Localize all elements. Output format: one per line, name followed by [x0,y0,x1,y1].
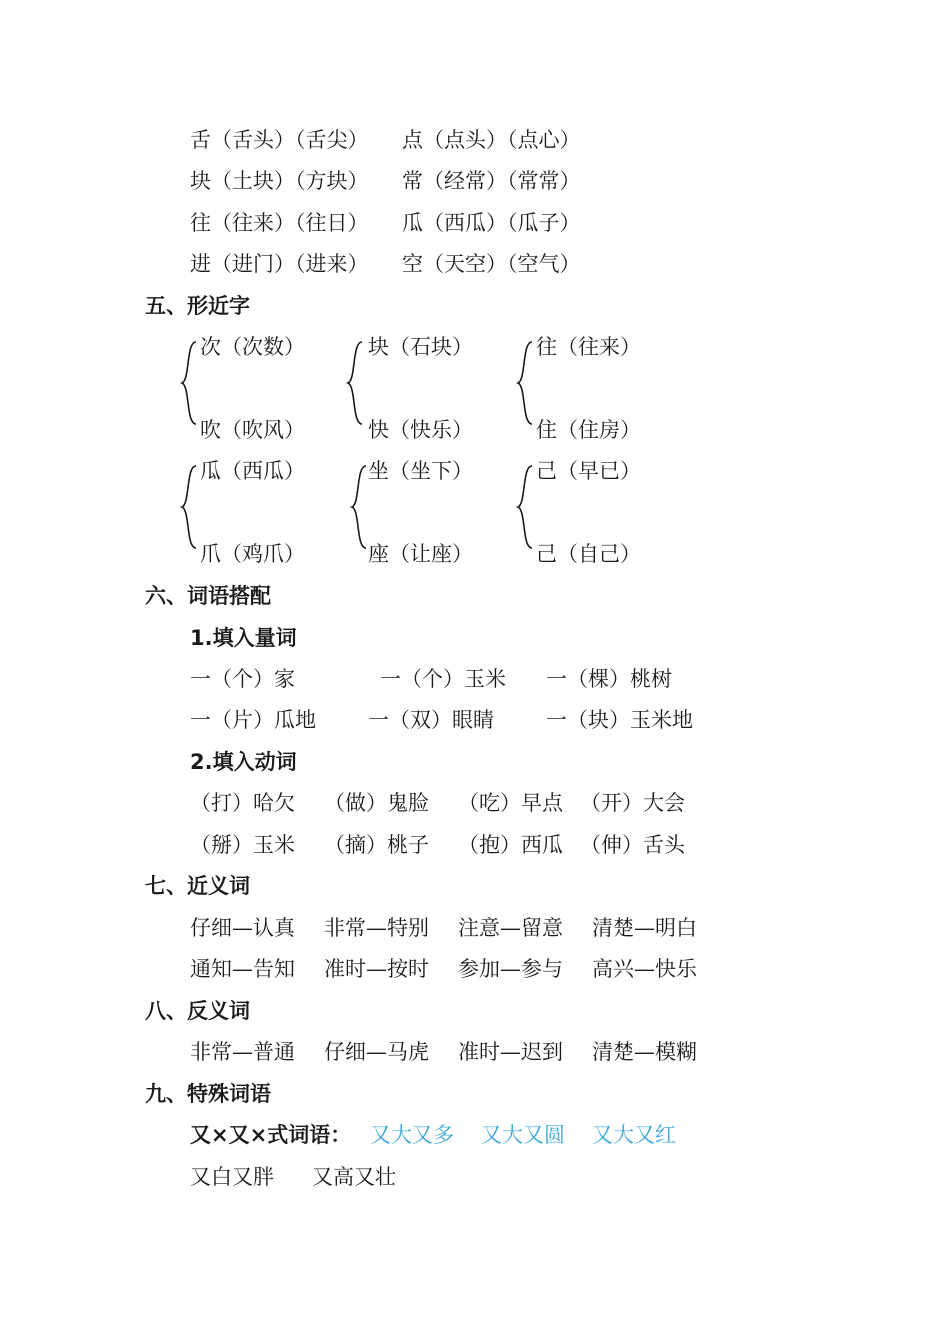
brace-icon [180,464,198,550]
measure-item: 一（块）玉米地 [546,708,693,732]
brace-icon [346,340,364,426]
measure-item: 一（双）眼睛 [368,708,494,732]
measure-item: 一（片）瓜地 [190,708,316,732]
measure-item: 一（棵）桃树 [546,667,672,691]
poly-left-1: 舌（舌头）（舌尖） [190,128,369,152]
verb-item: （摘）桃子 [324,833,429,857]
poly-left-3: 往（往来）（往日） [190,211,369,235]
pattern-word: 又白又胖 [190,1165,274,1189]
synonym-pair: 准时—按时 [324,957,429,981]
section-title-8: 八、反义词 [145,999,250,1023]
brace-icon [180,340,198,426]
section-title-5: 五、形近字 [145,294,250,318]
measure-item: 一（个）玉米 [380,667,506,691]
pattern-word: 又高又壮 [312,1165,396,1189]
poly-right-4: 空（天空）（空气） [402,252,581,276]
measure-item: 一（个）家 [190,667,295,691]
synonym-pair: 高兴—快乐 [592,957,697,981]
section-title-9: 九、特殊词语 [145,1082,271,1106]
similar-bottom-4: 爪（鸡爪） [200,542,305,566]
similar-top-5: 坐（坐下） [368,459,473,483]
similar-bottom-6: 己（自己） [536,542,641,566]
poly-right-1: 点（点头）（点心） [402,128,581,152]
brace-icon [350,464,368,550]
synonym-pair: 参加—参与 [458,957,563,981]
highlighted-word: 又大又圆 [481,1123,565,1147]
similar-top-2: 块（石块） [368,335,473,359]
poly-left-2: 块（土块）（方块） [190,169,369,193]
brace-icon [516,464,534,550]
similar-bottom-3: 住（住房） [536,418,641,442]
synonym-pair: 注意—留意 [458,916,563,940]
similar-top-3: 往（往来） [536,335,641,359]
verb-item: （抱）西瓜 [458,833,563,857]
verb-item: （打）哈欠 [190,791,295,815]
brace-icon [516,340,534,426]
antonym-pair: 非常—普通 [190,1040,295,1064]
subsection-verbs: 2.填入动词 [190,750,297,774]
antonym-pair: 准时—迟到 [458,1040,563,1064]
similar-bottom-1: 吹（吹风） [200,418,305,442]
section-title-6: 六、词语搭配 [145,584,271,608]
pattern-label: 又×又×式词语： [190,1123,352,1147]
synonym-pair: 通知—告知 [190,957,295,981]
highlighted-word: 又大又多 [370,1123,454,1147]
poly-right-2: 常（经常）（常常） [402,169,581,193]
similar-bottom-2: 快（快乐） [368,418,473,442]
verb-item: （吃）早点 [458,791,563,815]
antonym-pair: 仔细—马虎 [324,1040,429,1064]
poly-left-4: 进（进门）（进来） [190,252,369,276]
similar-top-1: 次（次数） [200,335,305,359]
verb-item: （伸）舌头 [580,833,685,857]
similar-top-4: 瓜（西瓜） [200,459,305,483]
section-title-7: 七、近义词 [145,874,250,898]
verb-item: （做）鬼脸 [324,791,429,815]
synonym-pair: 清楚—明白 [592,916,697,940]
verb-item: （开）大会 [580,791,685,815]
synonym-pair: 非常—特别 [324,916,429,940]
antonym-pair: 清楚—模糊 [592,1040,697,1064]
similar-top-6: 己（早已） [536,459,641,483]
verb-item: （掰）玉米 [190,833,295,857]
subsection-measure-words: 1.填入量词 [190,626,297,650]
poly-right-3: 瓜（西瓜）（瓜子） [402,211,581,235]
synonym-pair: 仔细—认真 [190,916,295,940]
highlighted-word: 又大又红 [592,1123,676,1147]
similar-bottom-5: 座（让座） [368,542,473,566]
